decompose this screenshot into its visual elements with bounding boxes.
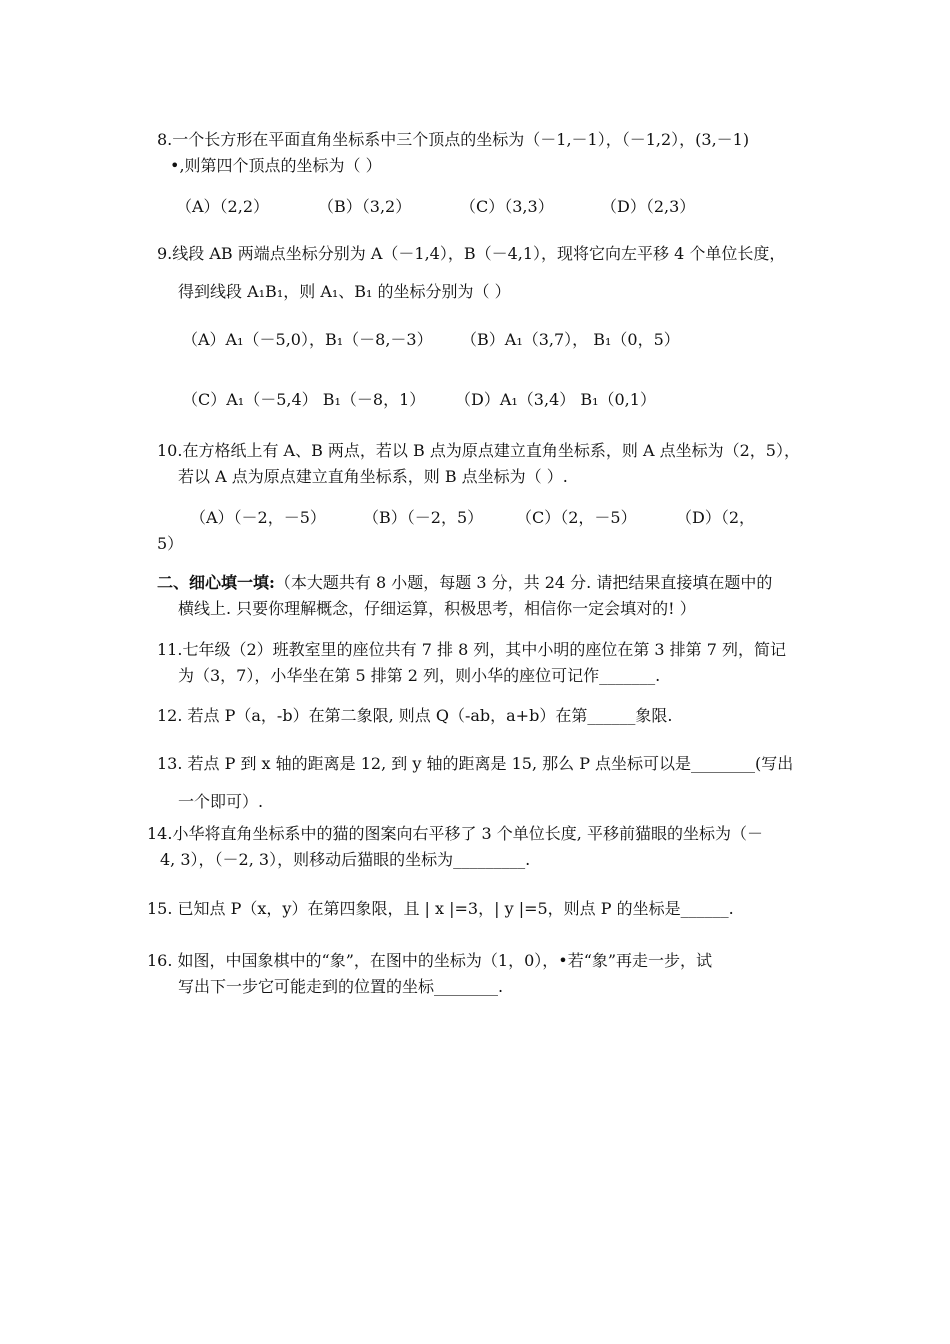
q8-line2: •,则第四个顶点的坐标为（ ） xyxy=(170,156,382,175)
q10-option-d-cont: 5） xyxy=(157,534,184,553)
q11-line2: 为（3，7），小华坐在第 5 排第 2 列，则小华的座位可记作_______. xyxy=(178,666,661,685)
q12-line1: 12. 若点 P（a，-b）在第二象限, 则点 Q（-ab，a+b）在第______象限. xyxy=(157,706,673,725)
section2-line2: 横线上. 只要你理解概念，仔细运算，积极思考，相信你一定会填对的! ） xyxy=(178,599,696,618)
q10-line1: 10.在方格纸上有 A、B 两点，若以 B 点为原点建立直角坐标系，则 A 点坐标为（2，5）， xyxy=(157,441,800,460)
q16-line1: 16. 如图，中国象棋中的“象”，在图中的坐标为（1，0），•若“象”再走一步，试 xyxy=(147,951,713,970)
q10-option-b: （B）（－2，5） xyxy=(363,508,484,527)
q11-line1: 11.七年级（2）班教室里的座位共有 7 排 8 列，其中小明的座位在第 3 排第 7 列，简记 xyxy=(157,640,787,659)
section2-line1 xyxy=(157,572,772,594)
q8-option-d: （D）（2,3） xyxy=(601,197,696,216)
section2-instructions: （本大题共有 8 小题，每题 3 分，共 24 分. 请把结果直接填在题中的 xyxy=(274,573,773,592)
q9-line1: 9.线段 AB 两端点坐标分别为 A（－1,4），B（－4,1），现将它向左平移 4 个单位长度， xyxy=(157,244,786,263)
q8-option-c: （C）（3,3） xyxy=(460,197,554,216)
q10-option-d: （D）（2， xyxy=(676,508,756,527)
q10-option-a: （A）（－2，－5） xyxy=(190,508,326,527)
q16-line2: 写出下一步它可能走到的位置的坐标________. xyxy=(178,977,504,996)
q10-option-c: （C）（2，－5） xyxy=(516,508,637,527)
q14-line1: 14.小华将直角坐标系中的猫的图案向右平移了 3 个单位长度, 平移前猫眼的坐标为（－ xyxy=(147,824,763,843)
q8-option-b: （B）（3,2） xyxy=(318,197,412,216)
q14-line2: 4, 3），（－2, 3），则移动后猫眼的坐标为_________. xyxy=(160,850,531,869)
q13-line2: 一个即可）. xyxy=(178,792,264,811)
q15-line1: 15. 已知点 P（x，y）在第四象限，且 | x |=3，| y |=5，则点 P 的坐标是______. xyxy=(147,899,734,918)
q9-option-d: （D）A₁（3,4） B₁（0,1） xyxy=(455,390,656,409)
q9-option-c: （C）A₁（－5,4） B₁（－8，1） xyxy=(182,390,426,409)
q9-line2: 得到线段 A₁B₁，则 A₁、B₁ 的坐标分别为（ ） xyxy=(178,282,511,301)
q8-option-a: （A）（2,2） xyxy=(176,197,270,216)
q9-option-b: （B）A₁（3,7）， B₁（0，5） xyxy=(461,330,680,349)
q8-line1: 8.一个长方形在平面直角坐标系中三个顶点的坐标为（－1,－1），（－1,2），(3,－1) xyxy=(157,130,750,149)
q10-line2: 若以 A 点为原点建立直角坐标系，则 B 点坐标为（ ）. xyxy=(178,467,568,486)
q9-option-a: （A）A₁（－5,0），B₁（－8,－3） xyxy=(182,330,433,349)
section2-heading: 二、细心填一填: xyxy=(157,573,275,592)
q13-line1: 13. 若点 P 到 x 轴的距离是 12, 到 y 轴的距离是 15, 那么 P 点坐标可以是________(写出 xyxy=(157,754,794,773)
